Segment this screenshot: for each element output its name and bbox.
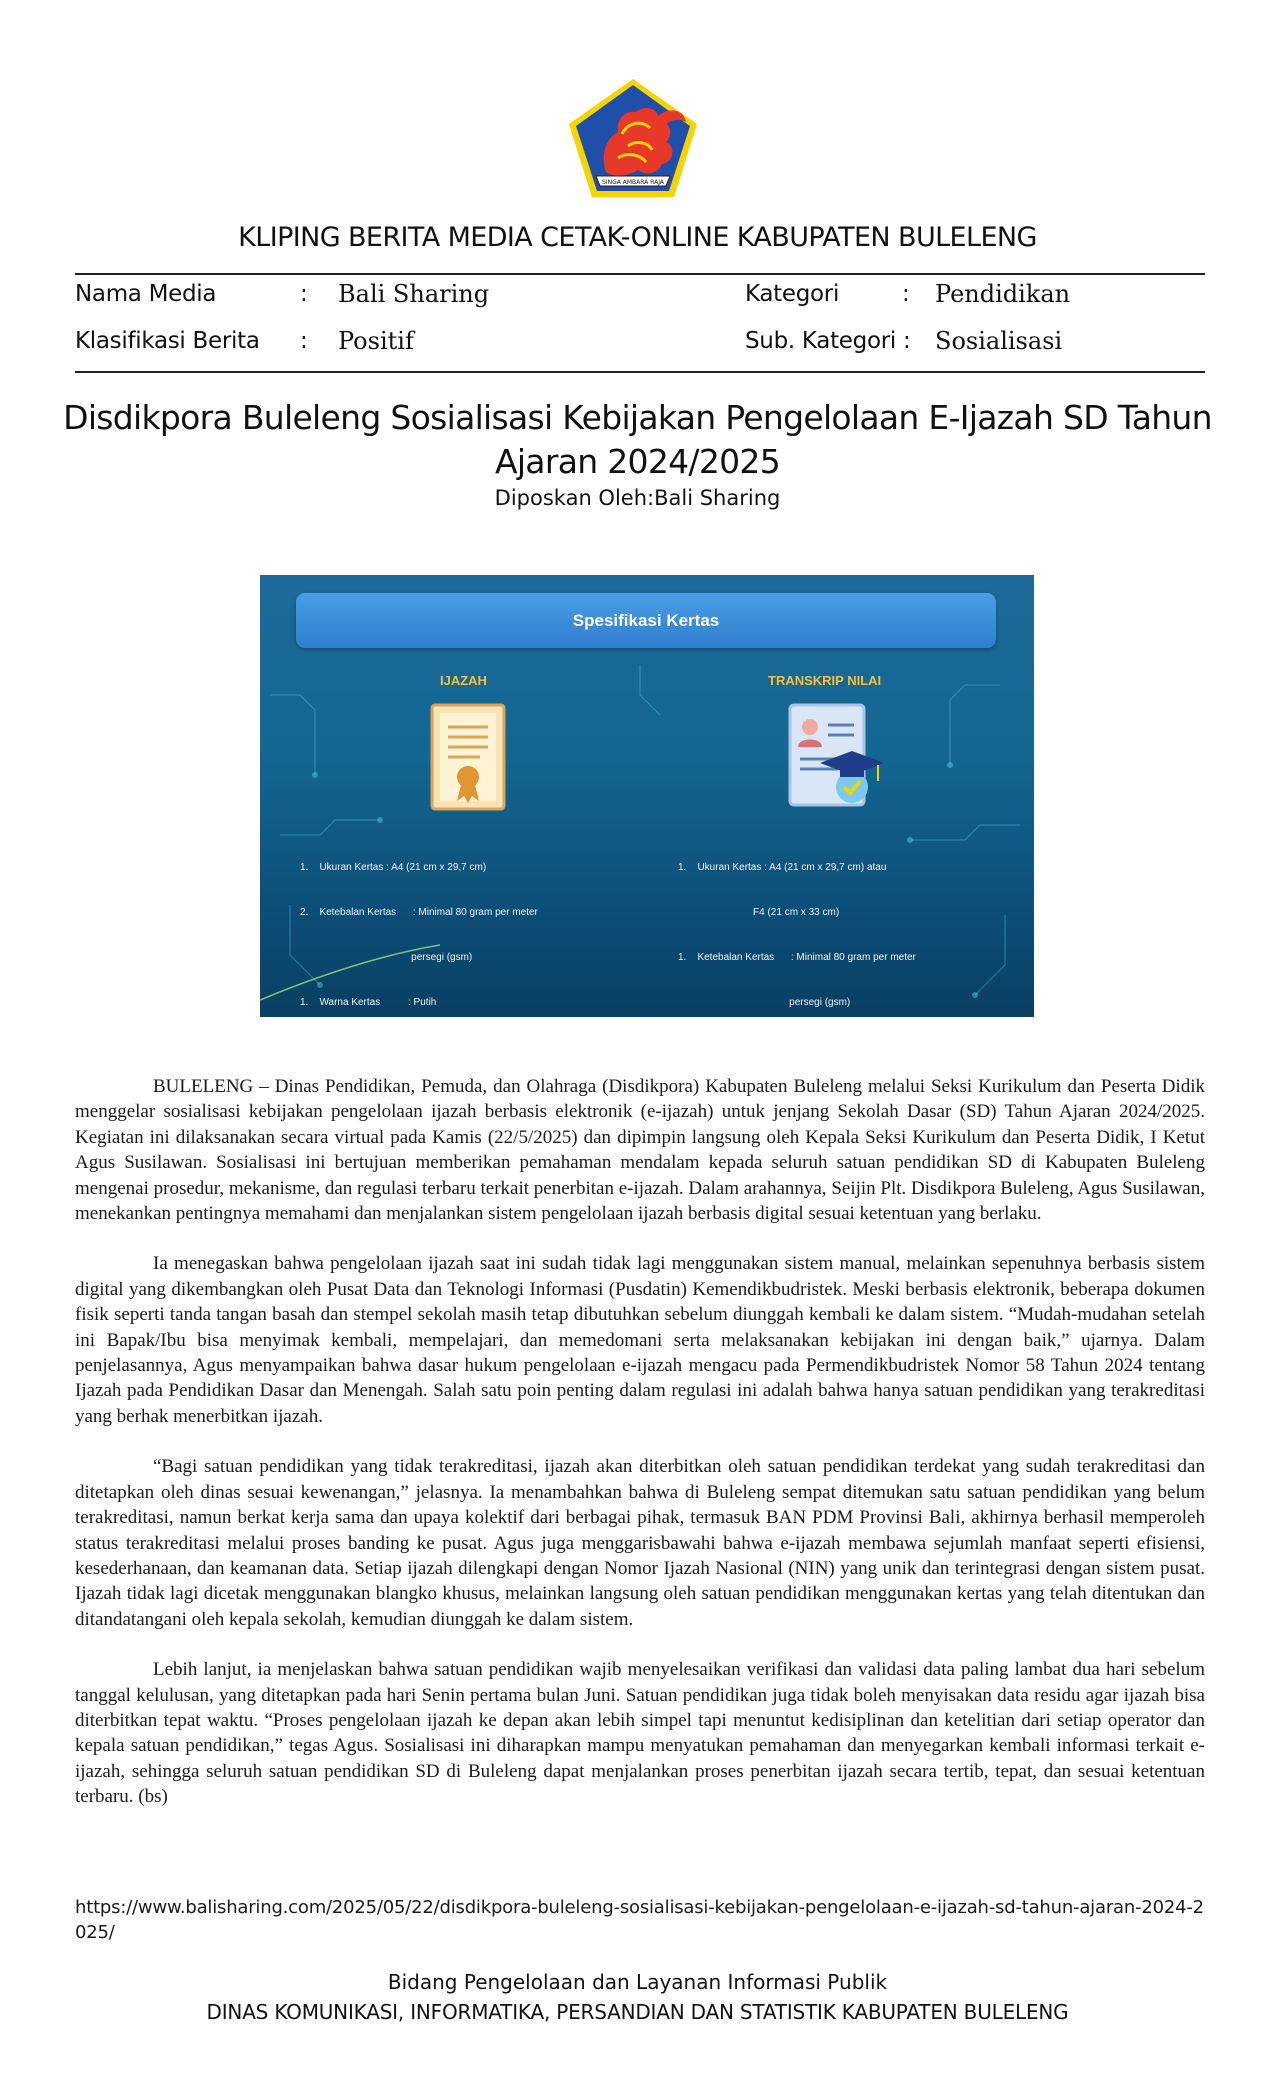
certificate-icon bbox=[430, 703, 506, 811]
ijazah-spec-row: 1. Ukuran Kertas : A4 (21 cm x 29,7 cm) bbox=[300, 862, 487, 873]
clipping-header-title: KLIPING BERITA MEDIA CETAK-ONLINE KABUPATEN BULELENG bbox=[238, 222, 1037, 253]
klasifikasi-berita-label: Klasifikasi Berita bbox=[75, 328, 260, 354]
article-paragraph: Lebih lanjut, ia menjelaskan bahwa satuan pendidikan wajib menyelesaikan verifikasi dan validasi data paling lambat dua hari sebelum tanggal kelulusan, yang ditetapkan pada hari Senin pertama bulan Juni. Satuan pendidikan juga tidak boleh menyisakan data residu agar ijazah bisa diterbitkan tepat waktu. “Proses pengelolaan ijazah ke depan akan lebih simpel tapi menuntut kedisiplinan dan ketelitian dari setiap operator dan kepala satuan pendidikan,” tegas Agus. Sosialisasi ini diharapkan mampu menyatukan pemahaman dan menyegarkan kembali informasi terkait e-ijazah, sehingga seluruh satuan pendidikan SD di Buleleng dapat menjalankan proses penerbitan ijazah secara tertib, tepat, dan sesuai ketentuan terbaru. (bs) bbox=[75, 1659, 1205, 1808]
article-paragraph: BULELENG – Dinas Pendidikan, Pemuda, dan Olahraga (Disdikpora) Kabupaten Buleleng melalui Seksi Kurikulum dan Peserta Didik menggelar sosialisasi kebijakan pengelolaan ijazah berbasis elektronik (e-ijazah) untuk jenjang Sekolah Dasar (SD) Tahun Ajaran 2024/2025. Kegiatan ini dilaksanakan secara virtual pada Kamis (22/5/2025) dan dipimpin langsung oleh Kepala Seksi Kurikulum dan Peserta Didik, I Ketut Agus Susilawan. Sosialisasi ini bertujuan memberikan pemahaman mendalam kepada seluruh satuan pendidikan SD di Kabupaten Buleleng mengenai prosedur, mekanisme, dan regulasi terbaru terkait penerbitan e-ijazah. Dalam arahannya, Seijin Plt. Disdikpora Buleleng, Agus Susilawan, menekankan pentingnya memahami dan menjalankan sistem pengelolaan ijazah berbasis digital sesuai ketentuan yang berlaku. bbox=[75, 1076, 1205, 1225]
transcript-graduation-icon bbox=[788, 703, 888, 811]
ijazah-spec-list bbox=[300, 830, 538, 1017]
footer-division: Bidang Pengelolaan dan Layanan Informasi Publik bbox=[387, 1970, 888, 1994]
footer-agency: DINAS KOMUNIKASI, INFORMATIKA, PERSANDIAN DAN STATISTIK KABUPATEN BULELENG bbox=[206, 2000, 1069, 2024]
source-url[interactable]: https://www.balisharing.com/2025/05/22/disdikpora-buleleng-sosialisasi-kebijakan-pengelolaan-e-ijazah-sd-tahun-ajaran-2024-2025/ bbox=[75, 1897, 1204, 1943]
header-top-divider bbox=[75, 273, 1205, 275]
logo-motto: SINGA AMBARA RAJA bbox=[602, 179, 664, 186]
singa-ambara-raja-emblem-icon bbox=[566, 76, 700, 200]
header-bottom-divider bbox=[75, 371, 1205, 373]
article-body bbox=[75, 1074, 1205, 1835]
transkrip-spec-row: 1. Ketebalan Kertas : Minimal 80 gram per meter bbox=[678, 952, 916, 963]
article-photo bbox=[260, 575, 1034, 1017]
slide-banner: Spesifikasi Kertas bbox=[296, 593, 996, 648]
ijazah-column-title: IJAZAH bbox=[440, 673, 487, 688]
transkrip-spec-row: persegi (gsm) bbox=[678, 997, 851, 1008]
klasifikasi-berita-value: Positif bbox=[338, 327, 414, 355]
kategori-colon: : bbox=[902, 281, 910, 307]
article-paragraph: “Bagi satuan pendidikan yang tidak terakreditasi, ijazah akan diterbitkan oleh satuan pendidikan terdekat yang sudah terakreditasi dan ditetapkan oleh dinas sesuai kewenangan,” jelasnya. Ia menambahkan bahwa di Buleleng sempat ditemukan satu satuan pendidikan yang belum terakreditasi, namun berkat kerja sama dan upaya kolektif dari berbagai pihak, termasuk BAN PDM Provinsi Bali, akhirnya berhasil memperoleh status terakreditasi melalui proses banding ke pusat. Agus juga menggarisbawahi bahwa e-ijazah membawa sejumlah manfaat seperti efisiensi, kesederhanaan, dan keamanan data. Setiap ijazah dilengkapi dengan Nomor Ijazah Nasional (NIN) yang unik dan terintegrasi dengan sistem pusat. Ijazah tidak lagi dicetak menggunakan blangko khusus, melainkan langsung oleh satuan pendidikan menggunakan kertas yang telah ditentukan dan ditandatangani oleh kepala sekolah, kemudian diunggah ke dalam sistem. bbox=[75, 1456, 1205, 1630]
transkrip-spec-list bbox=[678, 830, 916, 1017]
nama-media-value: Bali Sharing bbox=[338, 280, 490, 308]
nama-media-label: Nama Media bbox=[75, 281, 217, 307]
ijazah-spec-row: 2. Ketebalan Kertas : Minimal 80 gram per meter bbox=[300, 907, 538, 918]
kategori-label: Kategori bbox=[745, 281, 840, 307]
nama-media-colon: : bbox=[300, 281, 308, 307]
kategori-value: Pendidikan bbox=[935, 280, 1071, 308]
ijazah-spec-row: persegi (gsm) bbox=[300, 952, 473, 963]
klasifikasi-berita-colon: : bbox=[300, 328, 308, 354]
ijazah-spec-row: 1. Warna Kertas : Putih bbox=[300, 997, 437, 1008]
sub-kategori-value: Sosialisasi bbox=[935, 327, 1063, 355]
transkrip-spec-row: F4 (21 cm x 33 cm) bbox=[678, 907, 840, 918]
article-byline: Diposkan Oleh:Bali Sharing bbox=[494, 486, 781, 510]
transkrip-spec-row: 1. Ukuran Kertas : A4 (21 cm x 29,7 cm) atau bbox=[678, 862, 887, 873]
article-paragraph: Ia menegaskan bahwa pengelolaan ijazah saat ini sudah tidak lagi menggunakan sistem manual, melainkan sepenuhnya berbasis sistem digital yang dikembangkan oleh Pusat Data dan Teknologi Informasi (Pusdatin) Kemendikbudristek. Meski berbasis elektronik, beberapa dokumen fisik seperti tanda tangan basah dan stempel sekolah masih tetap dibutuhkan sebelum diunggah kembali ke dalam sistem. “Mudah-mudahan setelah ini Bapak/Ibu bisa menyimak kembali, mempelajari, dan memedomani serta melaksanakan kebijakan ini dengan baik,” ujarnya. Dalam penjelasannya, Agus menyampaikan bahwa dasar hukum pengelolaan e-ijazah mengacu pada Permendikbudristek Nomor 58 Tahun 2024 tentang Ijazah pada Pendidikan Dasar dan Menengah. Salah satu poin penting dalam regulasi ini adalah bahwa hanya satuan pendidikan yang terakreditasi yang berhak menerbitkan ijazah. bbox=[75, 1253, 1205, 1427]
sub-kategori-label: Sub. Kategori : bbox=[745, 328, 911, 354]
article-title: Disdikpora Buleleng Sosialisasi Kebijakan Pengelolaan E-Ijazah SD Tahun Ajaran 2024/2025 bbox=[63, 398, 1212, 481]
transkrip-column-title: TRANSKRIP NILAI bbox=[768, 673, 882, 688]
